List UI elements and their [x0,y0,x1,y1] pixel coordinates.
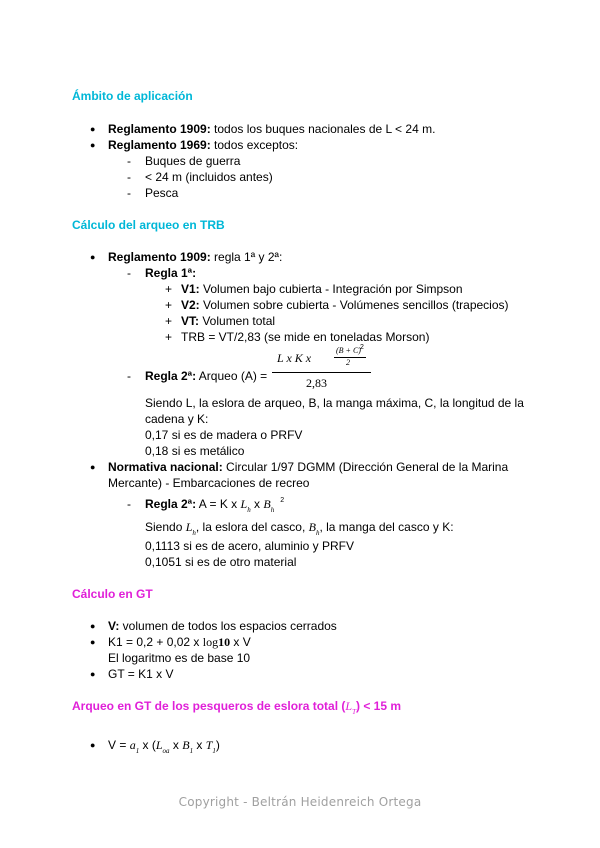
list-item [108,737,220,755]
paragraph-line: 0,18 si es metálico [145,444,245,458]
list-item: - Pesca [145,185,178,201]
math-B: B [182,738,190,752]
subscript-h: h [315,529,320,537]
math-B: B [308,520,316,534]
formula-main-fraction-line [272,372,371,373]
label: V1: [181,282,200,296]
list-item [108,459,508,475]
label: VT: [181,314,199,328]
paragraph-line: Mercante) - Embarcaciones de recreo [108,476,310,490]
text: Circular 1/97 DGMM (Dirección General de la Marina [222,460,509,474]
math-a: a [129,738,136,752]
list-item: - < 24 m (incluidos antes) [145,169,273,185]
formula-inner-denominator: 2 [346,358,350,367]
exponent-2: 2 [280,497,285,504]
list-item [108,137,298,153]
text: volumen de todos los espacios cerrados [119,619,337,633]
math-L: L [345,699,353,713]
label: Reglamento 1909: [108,250,211,264]
label: Normativa nacional: [108,460,223,474]
heading-gt: Cálculo en GT [72,587,153,601]
list-item: - Buques de guerra [145,153,240,169]
text: ) [215,738,220,752]
paragraph-line: cadena y K: [145,412,209,426]
label: Regla 2ª: [145,369,197,383]
text: x [193,738,206,752]
list-item [108,121,435,137]
text: V = [108,738,130,752]
paragraph-line: 0,1051 si es de otro material [145,555,297,569]
list-item [145,265,196,281]
subscript-h: h [247,506,251,514]
formula-inner-numerator: (B + C) [336,346,361,355]
math-L: L [185,520,193,534]
paragraph-line: Siendo L, la eslora de arqueo, B, la manga máxima, C, la longitud de la [145,396,524,410]
paragraph-line [145,519,454,537]
label: Reglamento 1909: [108,122,211,136]
text: Volumen sobre cubierta - Volúmenes sencillos (trapecios) [199,298,509,312]
math-B: B [263,497,271,511]
text: , la manga del casco y K: [319,520,454,534]
list-item [108,634,251,650]
text: x ( [139,738,156,752]
text: Volumen total [199,314,276,328]
label: Reglamento 1969: [108,138,211,152]
paragraph-line: El logaritmo es de base 10 [108,651,251,665]
text: todos los buques nacionales de L < 24 m. [210,122,436,136]
title-text: Arqueo en GT de los pesqueros de eslora total ( [72,699,346,713]
text: x [169,738,183,752]
paragraph-line: 0,1113 si es de acero, aluminio y PRFV [145,539,354,553]
list-item [181,313,275,329]
text: Volumen bajo cubierta - Integración por Simpson [199,282,463,296]
text: , la eslora del casco, [195,520,309,534]
list-item [145,368,267,384]
list-item [108,249,282,265]
formula-exponent: 2 [360,344,364,351]
math-L: L [155,738,163,752]
list-item [108,618,337,634]
text: todos exceptos: [210,138,299,152]
text: K1 = 0,2 + 0,02 x [108,635,203,649]
text: A = K x [196,497,241,511]
label: V2: [181,298,200,312]
math-T: T [205,738,213,752]
formula-inner-fraction-line [334,357,366,358]
text: x V [230,635,251,649]
list-item: + TRB = VT/2,83 (se mide en toneladas Morson) [181,329,429,345]
subscript-h: h [192,529,196,537]
list-item [181,297,509,313]
text: Siendo [145,520,186,534]
list-item [145,496,284,515]
subscript-oa: oa [162,747,170,755]
list-item: ● GT = K1 x V [108,666,173,682]
subscript-h: h [270,506,275,514]
label: Regla 2ª: [145,497,197,511]
paragraph-line: 0,17 si es de madera o PRFV [145,428,303,442]
list-item [181,281,463,297]
subscript-1: 1 [189,747,194,755]
copyright-footer: Copyright - Beltrán Heidenreich Ortega [178,795,422,809]
heading-trb: Cálculo del arqueo en TRB [72,218,225,232]
heading-pesqueros [72,698,401,716]
math-log: log [202,635,219,649]
text: regla 1ª y 2ª: [210,250,283,264]
formula-numerator-left: L x K x [277,351,312,365]
math-L: L [240,497,248,511]
subscript-T: T [352,708,356,716]
subscript-1: 1 [135,747,140,755]
formula-denominator: 2,83 [306,376,327,390]
title-text: ) < 15 m [355,699,402,713]
math-10: 10 [218,635,231,649]
text: Arqueo (A) = [196,369,268,383]
heading-ambito: Ámbito de aplicación [72,89,193,103]
label: V: [108,619,120,633]
subscript-1: 1 [212,747,216,755]
text-x: x [250,497,264,511]
label: Regla 1ª: [145,266,197,280]
